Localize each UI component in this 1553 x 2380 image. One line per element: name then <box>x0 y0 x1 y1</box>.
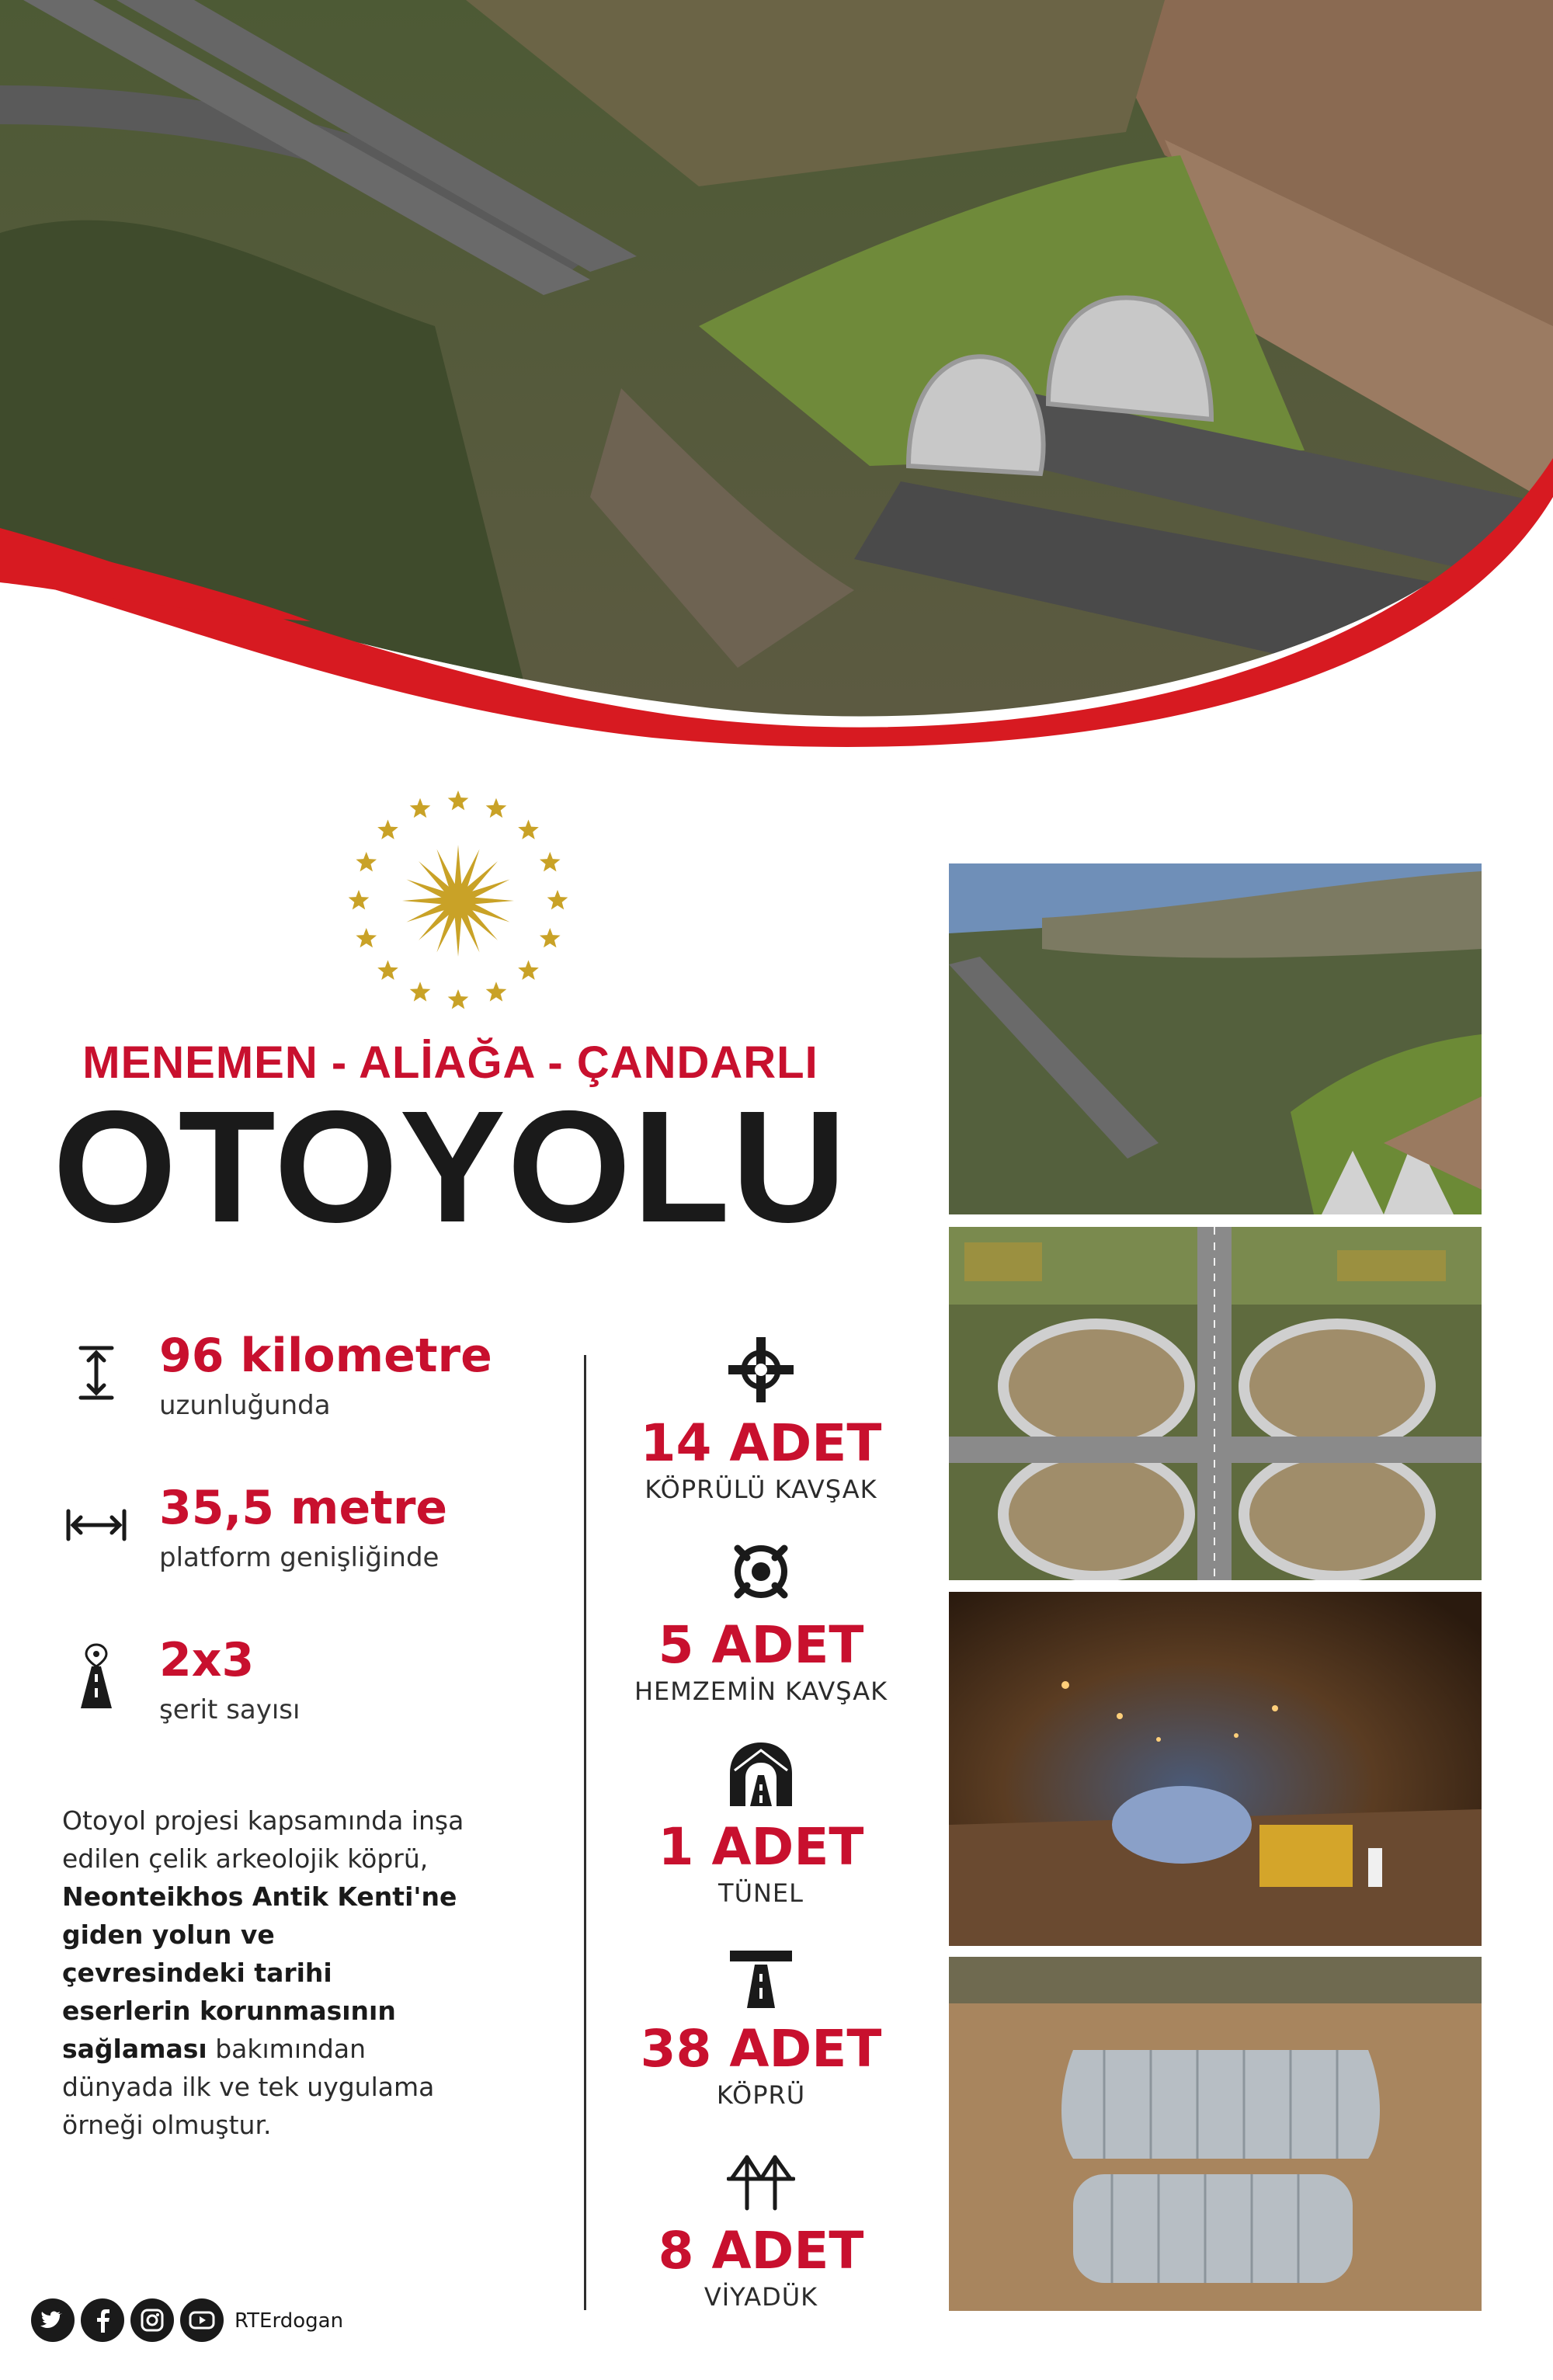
emblem-star <box>349 890 370 909</box>
description-paragraph <box>62 1802 466 2144</box>
emblem-star <box>377 961 398 980</box>
description-outro: bakımından dünyada ilk ve tek uygulama örneği olmuştur. <box>62 2034 435 2140</box>
width-arrow-horizontal-icon <box>62 1491 130 1559</box>
tunnel-icon <box>727 1739 795 1808</box>
count-label: TÜNEL <box>718 1878 804 1908</box>
twitter-icon[interactable] <box>31 2298 75 2342</box>
route-title: MENEMEN - ALİAĞA - ÇANDARLI <box>82 1037 818 1088</box>
emblem-star <box>547 890 568 909</box>
stat-length <box>62 1328 559 1444</box>
page-title: OTOYOLU <box>53 1078 848 1256</box>
emblem-sun <box>402 845 514 957</box>
emblem-star <box>486 798 507 818</box>
stat-value: 35,5 metre <box>159 1481 448 1535</box>
count-viaduct <box>621 2143 901 2326</box>
count-tunnel <box>621 1739 901 1922</box>
count-number: 1 ADET <box>658 1817 864 1877</box>
stat-label: şerit sayısı <box>159 1694 301 1725</box>
count-number: 5 ADET <box>658 1615 864 1675</box>
photo-tunnel-construction <box>949 1592 1482 1946</box>
emblem-star <box>377 819 398 839</box>
stat-value: 2x3 <box>159 1633 255 1687</box>
count-label: HEMZEMİN KAVŞAK <box>634 1676 888 1706</box>
length-arrow-vertical-icon <box>62 1339 130 1407</box>
youtube-icon[interactable] <box>180 2298 224 2342</box>
stat-label: uzunluğunda <box>159 1390 331 1421</box>
bridge-road-icon <box>727 1941 795 2010</box>
emblem-star <box>518 819 539 839</box>
emblem-star <box>518 961 539 980</box>
stat-width <box>62 1480 559 1597</box>
presidential-sun-star-icon <box>342 784 575 1017</box>
hero-aerial-photo <box>0 0 1553 761</box>
emblem-star <box>356 928 377 947</box>
emblem-star <box>486 982 507 1001</box>
social-footer <box>31 2298 388 2345</box>
road-lanes-pin-icon <box>62 1643 130 1711</box>
roundabout-junction-icon <box>727 1537 795 1606</box>
social-handle[interactable]: RTErdogan <box>235 2309 344 2333</box>
stat-value: 96 kilometre <box>159 1329 492 1383</box>
count-number: 38 ADET <box>640 2019 882 2079</box>
emblem-star <box>410 798 431 818</box>
count-number: 8 ADET <box>658 2221 864 2281</box>
count-label: KÖPRÜ <box>716 2080 806 2110</box>
count-number: 14 ADET <box>640 1413 882 1473</box>
column-divider <box>584 1355 586 2310</box>
stat-lanes <box>62 1632 559 1749</box>
bridge-interchange-icon <box>727 1336 795 1404</box>
emblem-star <box>356 852 377 871</box>
description-intro: Otoyol projesi kapsamında inşa edilen çelik arkeolojik köprü, <box>62 1805 464 1874</box>
emblem-star <box>448 790 469 810</box>
stat-label: platform genişliğinde <box>159 1542 439 1573</box>
count-bridge <box>621 1941 901 2124</box>
count-label: KÖPRÜLÜ KAVŞAK <box>644 1475 877 1504</box>
photo-steel-arch-bridge <box>949 1957 1482 2311</box>
count-label: VİYADÜK <box>704 2282 818 2312</box>
emblem-star <box>540 928 561 947</box>
viaduct-icon <box>727 2143 795 2211</box>
emblem-star <box>448 989 469 1009</box>
emblem-star <box>540 852 561 871</box>
description-bold: Neonteikhos Antik Kenti'ne giden yolun ve çevresindeki tarihi eserlerin korunmasının sağlaması <box>62 1881 457 2064</box>
instagram-icon[interactable] <box>130 2298 174 2342</box>
emblem-star <box>410 982 431 1001</box>
photo-cloverleaf-interchange <box>949 1227 1482 1580</box>
count-bridge-interchange <box>621 1336 901 1518</box>
count-roundabout <box>621 1537 901 1720</box>
photo-aerial-highway <box>949 863 1482 1214</box>
facebook-icon[interactable] <box>81 2298 124 2342</box>
